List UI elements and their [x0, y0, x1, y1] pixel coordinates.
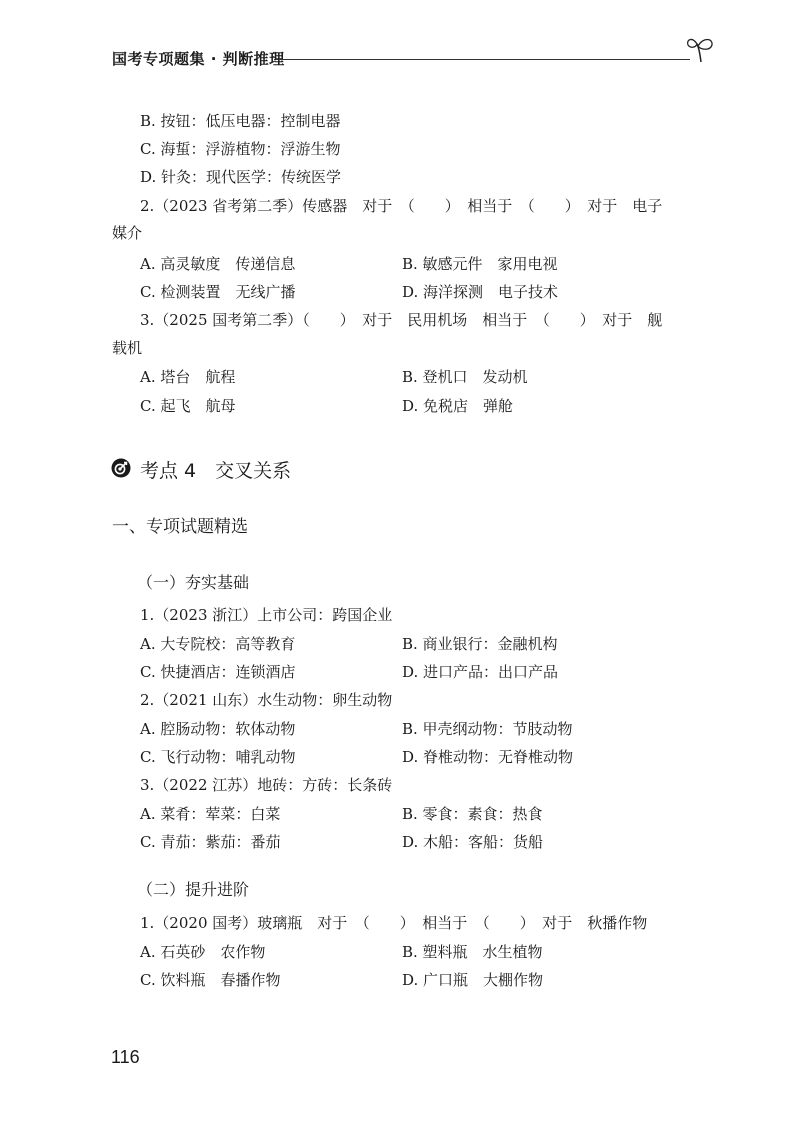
option-line: B. 甲壳纲动物：节肢动物	[402, 720, 573, 738]
option-line: B. 登机口 发动机	[402, 368, 528, 386]
question-stem: 3.（2025 国考第二季）（ ） 对于 民用机场 相当于 （ ） 对于 舰	[140, 311, 663, 329]
option-line: D. 针灸：现代医学：传统医学	[140, 168, 342, 186]
header-rule	[274, 59, 690, 60]
option-line: D. 进口产品：出口产品	[402, 663, 559, 681]
kaodian-heading: 考点 4 交叉关系	[140, 460, 292, 482]
question-stem: 2.（2021 山东）水生动物：卵生动物	[140, 691, 393, 709]
option-line: A. 菜肴：荤菜：白菜	[140, 805, 281, 823]
option-line: A. 高灵敏度 传递信息	[140, 255, 296, 273]
option-line: D. 广口瓶 大棚作物	[402, 971, 544, 989]
option-line: B. 敏感元件 家用电视	[402, 255, 558, 273]
question-stem-continuation: 媒介	[112, 224, 143, 242]
option-line: C. 起飞 航母	[140, 397, 236, 415]
option-line: C. 青茄：紫茄：番茄	[140, 833, 281, 851]
option-line: A. 腔肠动物：软体动物	[140, 720, 296, 738]
option-line: D. 免税店 弹舱	[402, 397, 514, 415]
question-stem: 1.（2020 国考）玻璃瓶 对于 （ ） 相当于 （ ） 对于 秋播作物	[140, 914, 648, 932]
option-line: B. 塑料瓶 水生植物	[402, 943, 543, 961]
subsection-heading: （二）提升进阶	[137, 880, 250, 899]
question-stem: 3.（2022 江苏）地砖：方砖：长条砖	[140, 776, 393, 794]
option-line: C. 飞行动物：哺乳动物	[140, 748, 296, 766]
option-line: A. 大专院校：高等教育	[140, 635, 296, 653]
question-stem: 1.（2023 浙江）上市公司：跨国企业	[140, 606, 393, 624]
page-number: 116	[111, 1047, 140, 1067]
option-line: B. 按钮：低压电器：控制电器	[140, 112, 341, 130]
section-heading: 一、专项试题精选	[112, 517, 248, 537]
option-line: B. 商业银行：金融机构	[402, 635, 558, 653]
option-line: A. 石英砂 农作物	[140, 943, 266, 961]
option-line: C. 饮料瓶 春播作物	[140, 971, 281, 989]
option-line: D. 脊椎动物：无脊椎动物	[402, 748, 574, 766]
option-line: A. 塔台 航程	[140, 368, 236, 386]
target-icon	[111, 458, 131, 478]
question-stem-continuation: 载机	[112, 339, 143, 357]
option-line: C. 快捷酒店：连锁酒店	[140, 663, 296, 681]
option-line: D. 海洋探测 电子技术	[402, 283, 559, 301]
option-line: C. 海蜇：浮游植物：浮游生物	[140, 140, 341, 158]
question-stem: 2.（2023 省考第二季）传感器 对于 （ ） 相当于 （ ） 对于 电子	[140, 197, 663, 215]
option-line: D. 木船：客船：货船	[402, 833, 544, 851]
running-header-title: 国考专项题集 · 判断推理	[112, 50, 285, 68]
option-line: C. 检测装置 无线广播	[140, 283, 296, 301]
option-line: B. 零食：素食：热食	[402, 805, 543, 823]
sprout-icon	[684, 34, 718, 64]
subsection-heading: （一）夯实基础	[137, 573, 250, 592]
